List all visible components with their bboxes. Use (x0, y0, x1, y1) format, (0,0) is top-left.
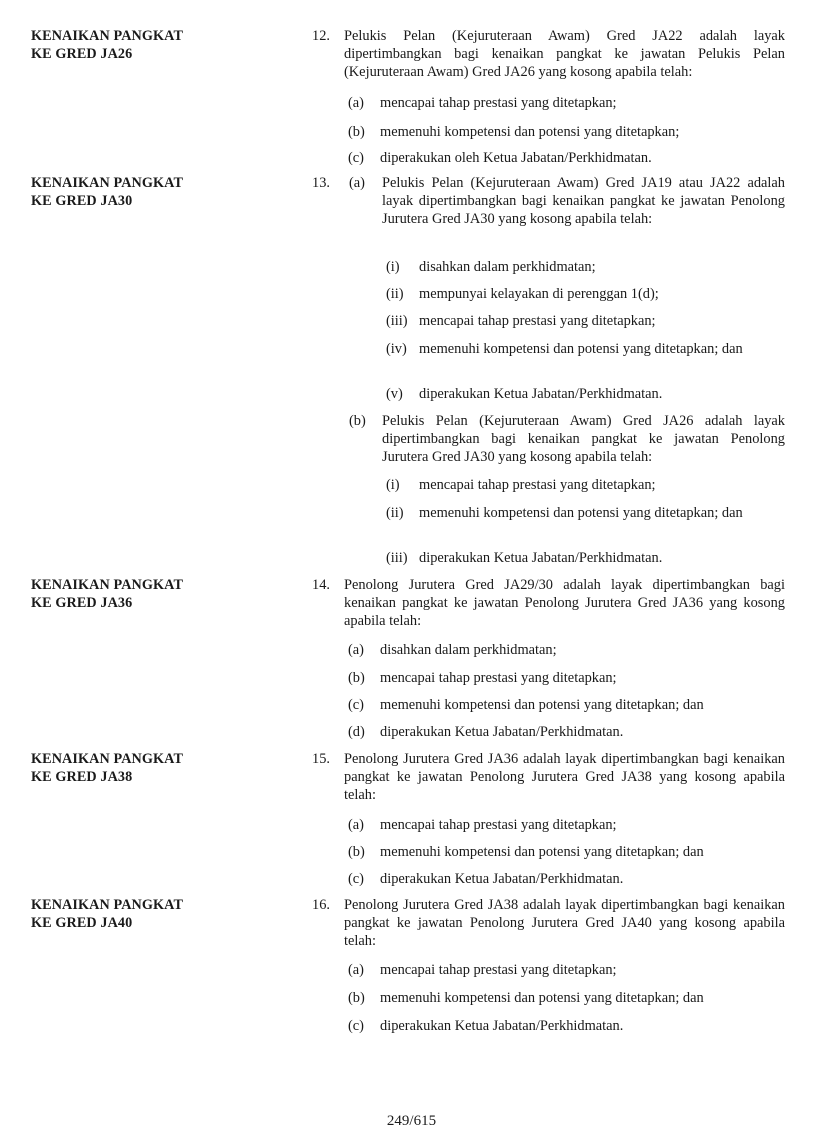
subparagraph-label: (b) (349, 413, 366, 429)
section-heading: KENAIKAN PANGKAT KE GRED JA26 (31, 28, 184, 62)
paragraph-number: 13. (312, 175, 330, 191)
section-heading: KENAIKAN PANGKAT KE GRED JA30 (31, 175, 184, 209)
paragraph-text: Penolong Jurutera Gred JA38 adalah layak dipertimbangkan bagi kenaikan pangkat ke jawatan Penolong Jurutera Gred JA40 yang kosong apabila telah: (344, 897, 785, 949)
section-heading: KENAIKAN PANGKAT KE GRED JA36 (31, 577, 184, 611)
page-number: 249/615 (386, 1113, 437, 1129)
paragraph-number: 12. (312, 28, 330, 44)
paragraph-number: 16. (312, 897, 330, 913)
paragraph-text: Penolong Jurutera Gred JA36 adalah layak dipertimbangkan bagi kenaikan pangkat ke jawatan Penolong Jurutera Gred JA38 yang kosong apabila telah: (344, 751, 785, 803)
paragraph-text: Penolong Jurutera Gred JA29/30 adalah layak dipertimbangkan bagi kenaikan pangkat ke jawatan Penolong Jurutera Gred JA36 yang kosong apabila telah: (344, 577, 785, 629)
section-heading: KENAIKAN PANGKAT KE GRED JA40 (31, 897, 184, 931)
subparagraph-text: Pelukis Pelan (Kejuruteraan Awam) Gred JA26 adalah layak dipertimbangkan bagi kenaikan pangkat ke jawatan Penolong Jurutera Gred JA30 yang kosong apabila telah: (382, 413, 785, 465)
subparagraph-label: (a) (349, 175, 365, 191)
paragraph-text: Pelukis Pelan (Kejuruteraan Awam) Gred JA22 adalah layak dipertimbangkan bagi kenaikan pangkat ke jawatan Pelukis Pelan (Kejuruteraan Awam) Gred JA26 yang kosong apabila telah: (344, 28, 785, 80)
paragraph-number: 14. (312, 577, 330, 593)
section-heading: KENAIKAN PANGKAT KE GRED JA38 (31, 751, 184, 785)
paragraph-number: 15. (312, 751, 330, 767)
subparagraph-text: Pelukis Pelan (Kejuruteraan Awam) Gred JA19 atau JA22 adalah layak dipertimbangkan bagi kenaikan pangkat ke jawatan Penolong Jurutera Gred JA30 yang kosong apabila telah: (382, 175, 785, 227)
